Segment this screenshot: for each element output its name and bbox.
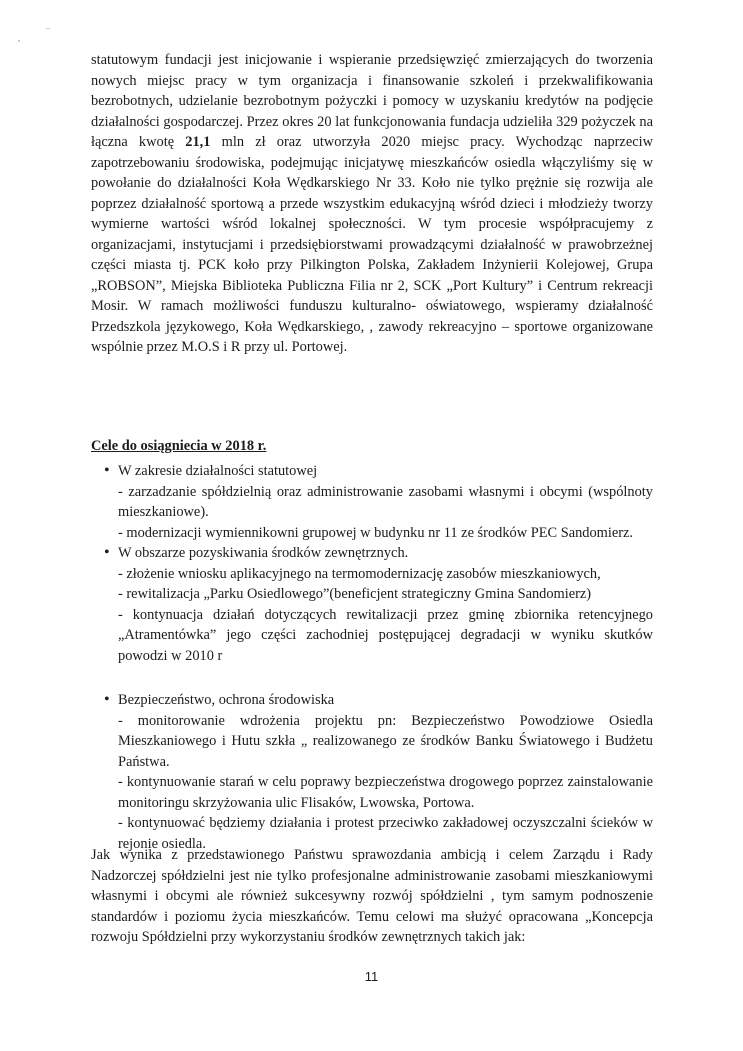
list-item [96,461,653,543]
list-subitem: - zarzadzanie spółdzielnią oraz administrowanie zasobami własnymi i obcymi (wspólnoty mieszkaniowe). [118,483,653,520]
list-subitem: - monitorowanie wdrożenia projektu pn: Bezpieczeństwo Powodziowe Osiedla Mieszkaniowego i Hutu szkła „ realizowanego ze środków Banku Światowego i Budżetu Państwa. [118,712,653,770]
paragraph-conclusion: Jak wynika z przedstawionego Państwu sprawozdania ambicją i celem Zarządu i Rady Nadzorczej spółdzielni jest nie tylko profesjonalne administrowanie zasobami mieszkaniowymi własnymi i obcymi ale również sukcesywny rozwój spółdzielni , tym samym podnoszenie standardów i poziomu życia mieszkańców. Temu celowi ma służyć opracowana „Koncepcja rozwoju Spółdzielni przy wykorzystaniu środków zewnętrznych takich jak: [91,847,653,945]
list-subitem: - kontynuować będziemy działania i protest przeciwko zakładowej oczyszczalni ścieków w rejonie osiedla. [118,815,653,852]
list-subitem: - złożenie wniosku aplikacyjnego na termomodernizację zasobów mieszkaniowych, [118,565,601,582]
list-item-title: W zakresie działalności statutowej [118,463,318,479]
paragraph-text: statutowym fundacji jest inicjowanie i wspieranie przedsięwzięć zmierzających do tworzenia nowych miejsc pracy w tym organizacja i finansowanie szkoleń i przekwalifikowania bezrobotnych, udzielanie bezrobotnym pożyczki i pomocy w uzyskaniu kredytów na podjęcie działalności gospodarczej. Przez okres 20 lat funkcjonowania fundacja udzieliła 329 pożyczek na łączna kwotę [91,52,653,150]
scan-speck [46,28,50,29]
list-subitem: - modernizacji wymiennikowni grupowej w budynku nr 11 ze środków PEC Sandomierz. [118,524,634,541]
paragraph-text-rest: mln zł oraz utworzyła 2020 miejsc pracy. Wychodząc naprzeciw zapotrzebowaniu środowiska, podejmując inicjatywę mieszkańców osiedla włączyliśmy się w powołanie do działalności Koła Wędkarskiego Nr 33. Koło nie tylko prężnie się rozwija ale poprzez działalność sportową a przede wszystkim edukacyjną wśród dzieci i młodzieży tworzy wymierne wartości wśród lokalnej społeczności. W tym procesie współpracujemy z organizacjami, instytucjami i przedsiębiorstwami prowadzącymi działalność w prawobrzeżnej części miasta tj. PCK koło przy Pilkington Polska, Zakładem Inżynierii Kolejowej, Grupa „ROBSON”, Miejska Biblioteka Publiczna Filia nr 2, SCK „Port Kultury” i Centrum rekreacji Mosir. W ramach możliwości funduszu kulturalno- oświatowego, wspieramy działalność Przedszkola językowego, Koła Wędkarskiego, , zawody rekreacyjno – sportowe organizowane wspólnie przez M.O.S i R przy ul. Portowej. [91,134,653,355]
list-subitem: - kontynuowanie starań w celu poprawy bezpieczeństwa drogowego poprzez zainstalowanie monitoringu skrzyżowania ulic Flisaków, Lwowska, Portowa. [118,774,653,811]
list-subitem: - kontynuacja działań dotyczących rewitalizacji przez gminę zbiornika retencyjnego „Atramentówka” jego części zachodniej postępującej degradacji w wyniku skutków powodzi w 2010 r [118,606,653,664]
page-number: 11 [364,969,379,984]
paragraph-statute [91,50,653,358]
list-item [96,543,653,666]
section-heading: Cele do osiągniecia w 2018 r. [91,438,267,454]
paragraph-bold-amount: 21,1 [185,134,211,150]
list-subitem: - rewitalizacja „Parku Osiedlowego”(beneficjent strategiczny Gmina Sandomierz) [118,586,592,602]
goals-list [96,461,653,854]
list-item-title: W obszarze pozyskiwania środków zewnętrznych. [118,545,409,561]
scan-speck [18,40,20,42]
list-item-title: Bezpieczeństwo, ochrona środowiska [118,692,335,708]
list-item [96,690,653,854]
